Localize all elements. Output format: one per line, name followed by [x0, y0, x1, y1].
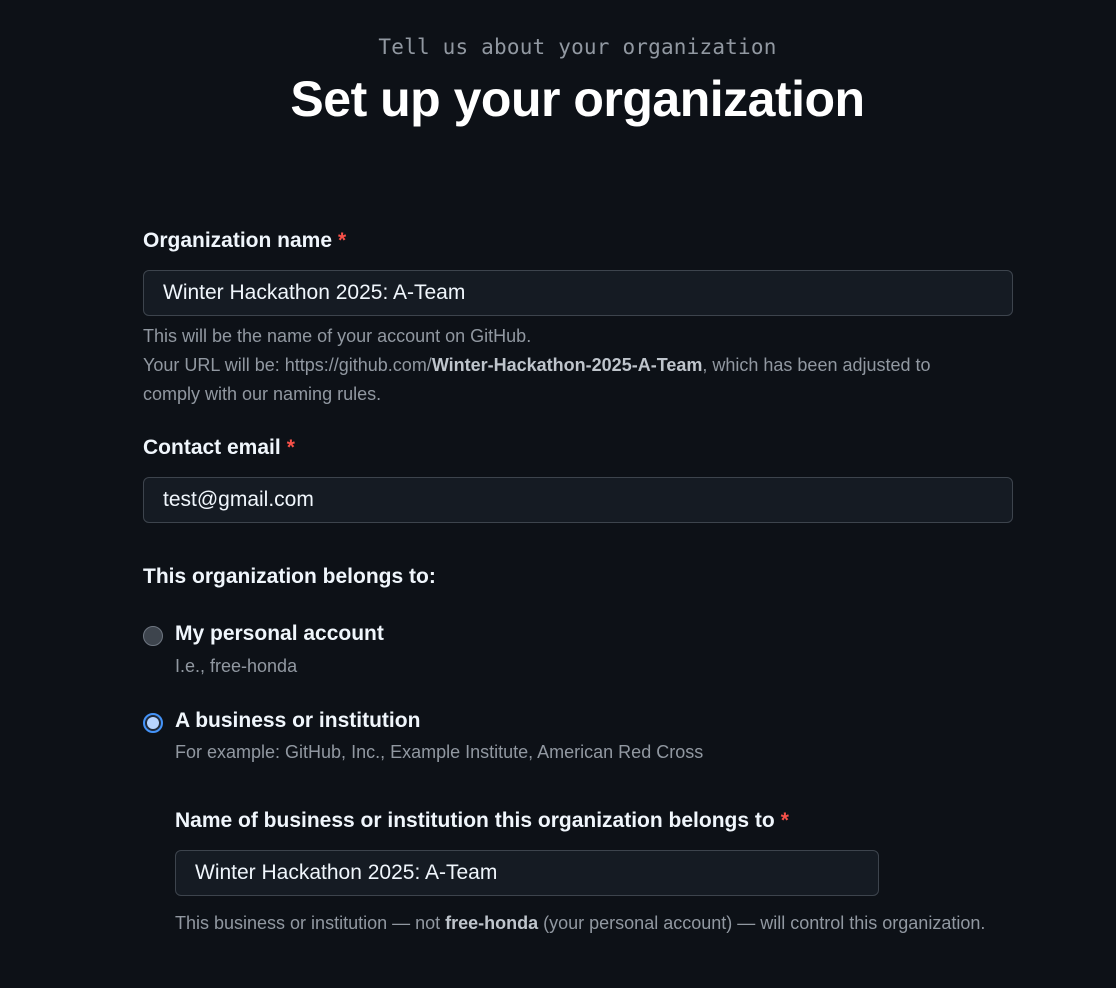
business-help-prefix: This business or institution — not — [175, 913, 446, 933]
org-name-help-line: This will be the name of your account on GitHub. — [143, 326, 532, 346]
org-name-label-text: Organization name — [143, 229, 333, 252]
belongs-to-heading: This organization belongs to: — [143, 565, 436, 588]
page-title: Set up your organization — [290, 71, 865, 127]
org-name-label — [143, 229, 346, 253]
contact-email-input[interactable] — [143, 477, 1013, 523]
org-name-help — [143, 322, 983, 409]
required-asterisk: * — [780, 809, 789, 832]
business-name-input[interactable] — [175, 850, 879, 896]
option-personal-description: I.e., free-honda — [175, 656, 298, 676]
contact-email-label — [143, 436, 295, 460]
radio-personal-account[interactable] — [143, 626, 163, 646]
option-business-description: For example: GitHub, Inc., Example Institute, American Red Cross — [175, 742, 704, 762]
option-business-title[interactable]: A business or institution — [175, 709, 421, 732]
business-help-suffix: (your personal account) — will control this organization. — [538, 913, 986, 933]
required-asterisk: * — [286, 436, 295, 459]
business-name-label-text: Name of business or institution this organization belongs to — [175, 809, 775, 832]
org-url-help — [143, 351, 983, 409]
required-asterisk: * — [338, 229, 347, 252]
org-name-input[interactable] — [143, 270, 1013, 316]
org-url-prefix: Your URL will be: https://github.com/ — [143, 355, 432, 375]
business-help-username: free-honda — [445, 913, 539, 933]
contact-email-label-text: Contact email — [143, 436, 281, 459]
radio-business-institution[interactable] — [143, 713, 163, 733]
org-url-suffix: , which has been adjusted to comply with our naming rules. — [143, 355, 931, 404]
business-name-label — [175, 809, 789, 833]
page-eyebrow: Tell us about your organization — [378, 35, 777, 59]
business-name-help — [175, 909, 995, 938]
option-personal-title[interactable]: My personal account — [175, 622, 384, 645]
org-url-slug: Winter-Hackathon-2025-A-Team — [431, 355, 703, 375]
